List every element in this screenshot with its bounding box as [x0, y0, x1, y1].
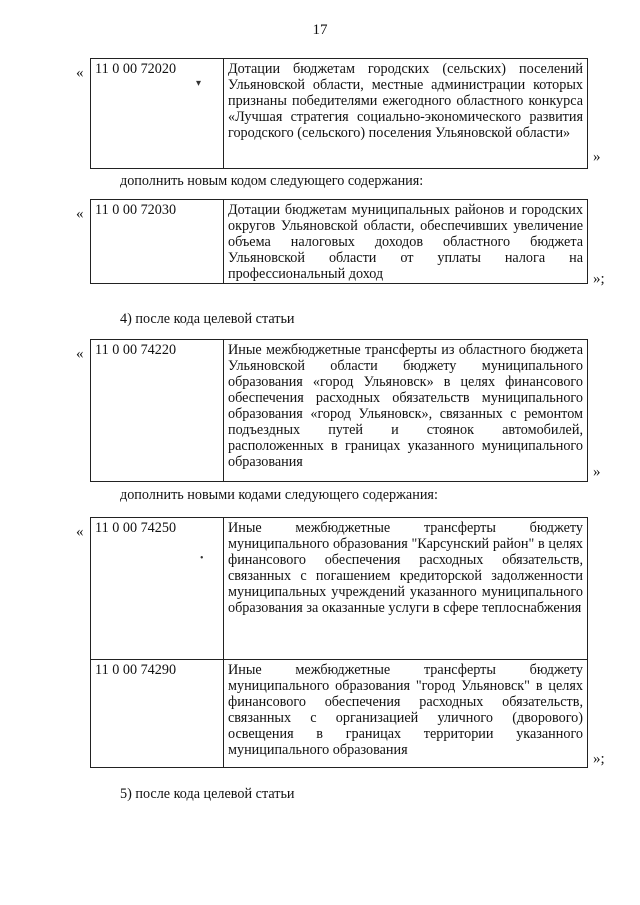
- instruction-line: дополнить новыми кодами следующего содержания:: [120, 487, 438, 503]
- code-cell: 11 0 00 72030: [91, 200, 224, 284]
- code-table-72030: [90, 199, 588, 284]
- instruction-line: 4) после кода целевой статьи: [120, 311, 295, 327]
- code-table-74220: [90, 339, 588, 482]
- table-row: [91, 518, 588, 660]
- quote-open: «: [76, 206, 84, 222]
- code-cell: 11 0 00 74220: [91, 340, 224, 482]
- instruction-line: дополнить новым кодом следующего содержания:: [120, 173, 424, 189]
- page-number: 17: [312, 22, 328, 38]
- code-table-74250-74290: [90, 517, 588, 768]
- description-cell: Иные межбюджетные трансферты бюджету муниципального образования "город Ульяновск" в целях финансового обеспечения расходных обязательств, связанных с организацией уличного (дворового) освещения в границах территории указанного муниципального образования: [224, 660, 588, 768]
- instruction-line: 5) после кода целевой статьи: [120, 786, 295, 802]
- table-row: [91, 660, 588, 768]
- table-row: [91, 59, 588, 169]
- code-cell: 11 0 00 74250: [91, 518, 224, 660]
- scan-mark: •: [200, 553, 204, 564]
- quote-open: «: [76, 346, 84, 362]
- table-row: [91, 200, 588, 284]
- quote-close: »: [593, 149, 601, 165]
- quote-open: «: [76, 65, 84, 81]
- quote-open: «: [76, 524, 84, 540]
- quote-close: »;: [593, 271, 605, 287]
- quote-close: »;: [593, 751, 605, 767]
- code-cell: 11 0 00 74290: [91, 660, 224, 768]
- description-cell: Дотации бюджетам муниципальных районов и городских округов Ульяновской области, обеспечивших увеличение объема налоговых доходов областного бюджета Ульяновской области от уплаты налога на профессиональный доход: [224, 200, 588, 284]
- table-row: [91, 340, 588, 482]
- description-cell: Иные межбюджетные трансферты из областного бюджета Ульяновской области бюджету муниципального образования «город Ульяновск» в целях финансового обеспечения расходных обязательств муниципального образования «город Ульяновск», связанных с ремонтом подъездных путей и стоянок автомобилей, расположенных в границах указанного муниципального образования: [224, 340, 588, 482]
- quote-close: »: [593, 464, 601, 480]
- code-table-72020: [90, 58, 588, 169]
- description-cell: Дотации бюджетам городских (сельских) поселений Ульяновской области, местные администрации которых признаны победителями ежегодного областного конкурса «Лучшая стратегия социально-экономического развития городского (сельского) поселения Ульяновской области»: [224, 59, 588, 169]
- scan-mark: ▾: [196, 78, 202, 89]
- code-cell: 11 0 00 72020: [91, 59, 224, 169]
- description-cell: Иные межбюджетные трансферты бюджету муниципального образования "Карсунский район" в целях финансового обеспечения расходных обязательств, связанных с погашением кредиторской задолженности муниципальных учреждений указанного муниципального образования за оказанные услуги в сфере теплоснабжения: [224, 518, 588, 660]
